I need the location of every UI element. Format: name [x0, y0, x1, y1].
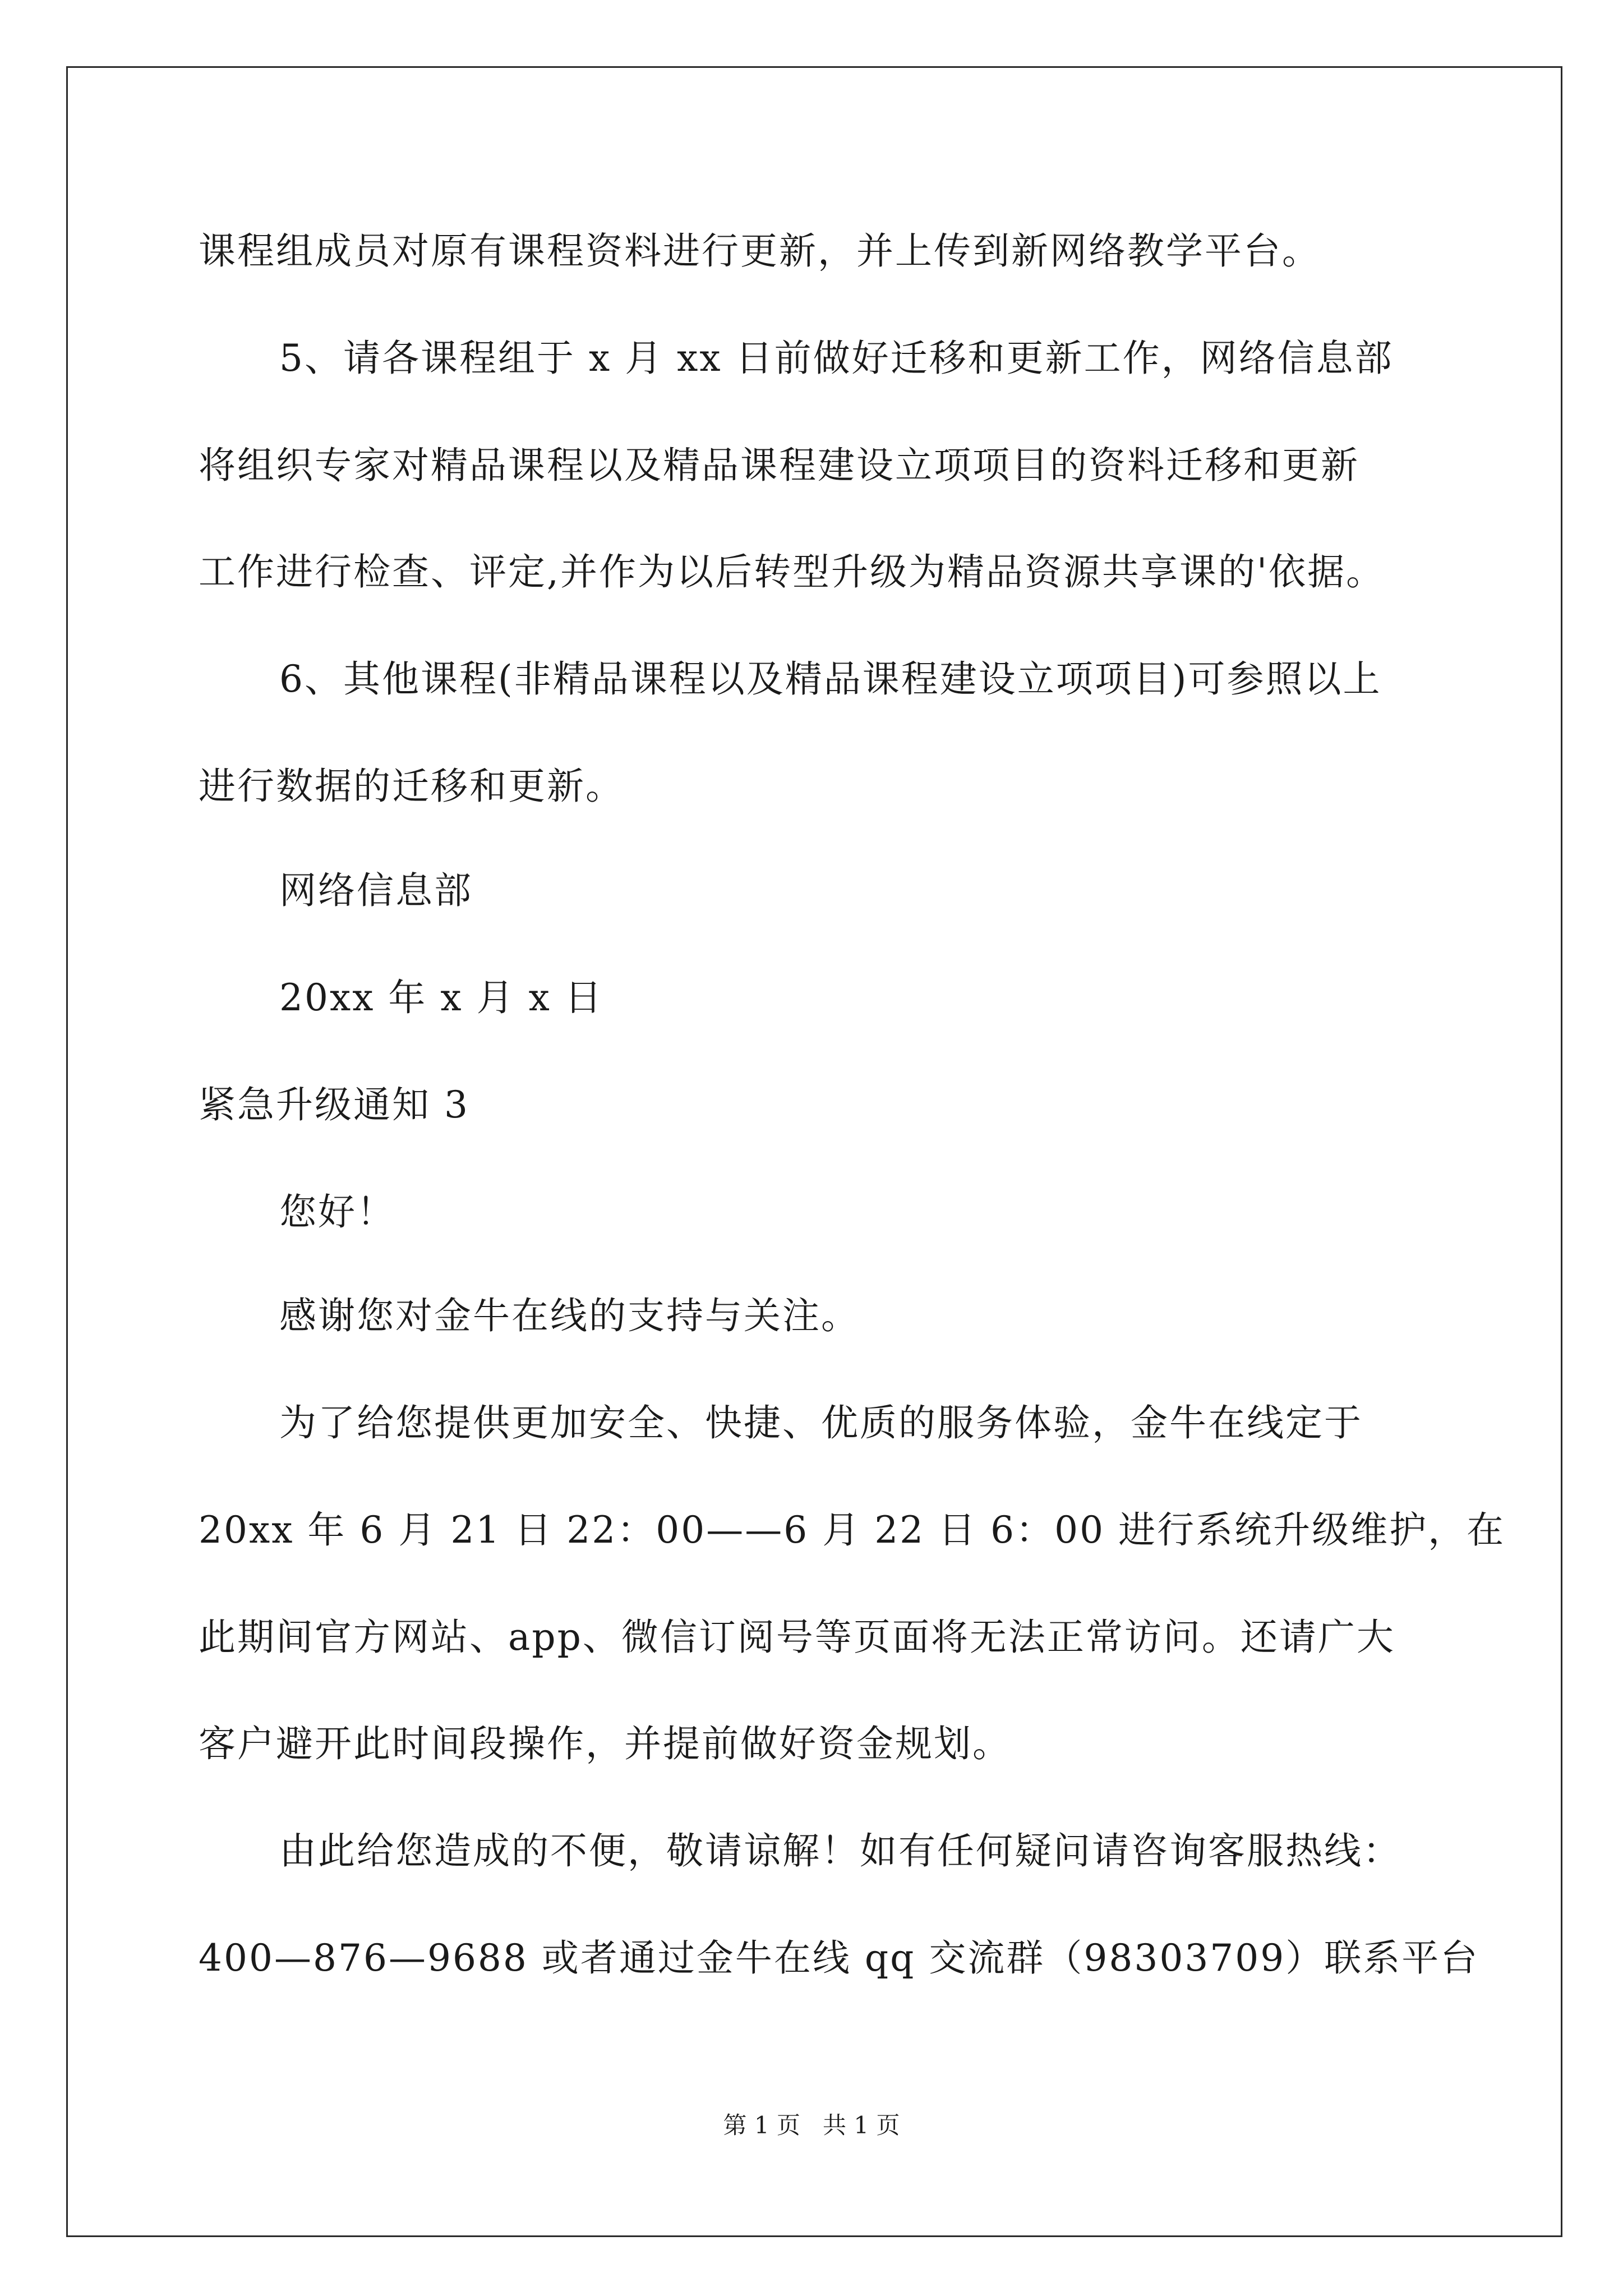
body-line-9: 20xx 年 6 月 21 日 22：00——6 月 22 日 6：00 进行系统升级维护，在 [199, 1508, 1506, 1552]
signature-department: 网络信息部 [279, 869, 473, 912]
page-footer: 第 1 页 共 1 页 [723, 2111, 900, 2139]
body-line-13: 400—876—9688 或者通过金牛在线 qq 交流群（98303709）联系平台 [199, 1936, 1479, 1980]
body-line-3: 将组织专家对精品课程以及精品课程建设立项项目的资料迁移和更新 [199, 444, 1359, 487]
body-line-12: 由此给您造成的不便，敬请谅解！如有任何疑问请咨询客服热线： [279, 1829, 1401, 1872]
signature-date: 20xx 年 x 月 x 日 [279, 976, 603, 1019]
body-line-6: 进行数据的迁移和更新。 [199, 765, 624, 808]
page-border [66, 66, 1562, 2237]
body-line-7: 感谢您对金牛在线的支持与关注。 [279, 1294, 860, 1337]
body-line-10: 此期间官方网站、app、微信订阅号等页面将无法正常访问。还请广大 [199, 1616, 1395, 1659]
section-heading: 紧急升级通知 3 [199, 1083, 469, 1126]
body-line-5: 6、其他课程(非精品课程以及精品课程建设立项项目)可参照以上 [279, 657, 1382, 701]
greeting: 您好！ [279, 1190, 395, 1234]
body-line-2: 5、请各课程组于 x 月 xx 日前做好迁移和更新工作，网络信息部 [279, 337, 1394, 380]
body-line-8: 为了给您提供更加安全、快捷、优质的服务体验，金牛在线定于 [279, 1401, 1363, 1444]
body-line-4: 工作进行检查、评定,并作为以后转型升级为精品资源共享课的'依据。 [199, 550, 1385, 593]
body-line-11: 客户避开此时间段操作，并提前做好资金规划。 [199, 1722, 1011, 1765]
body-line-1: 课程组成员对原有课程资料进行更新，并上传到新网络教学平台。 [199, 229, 1321, 273]
